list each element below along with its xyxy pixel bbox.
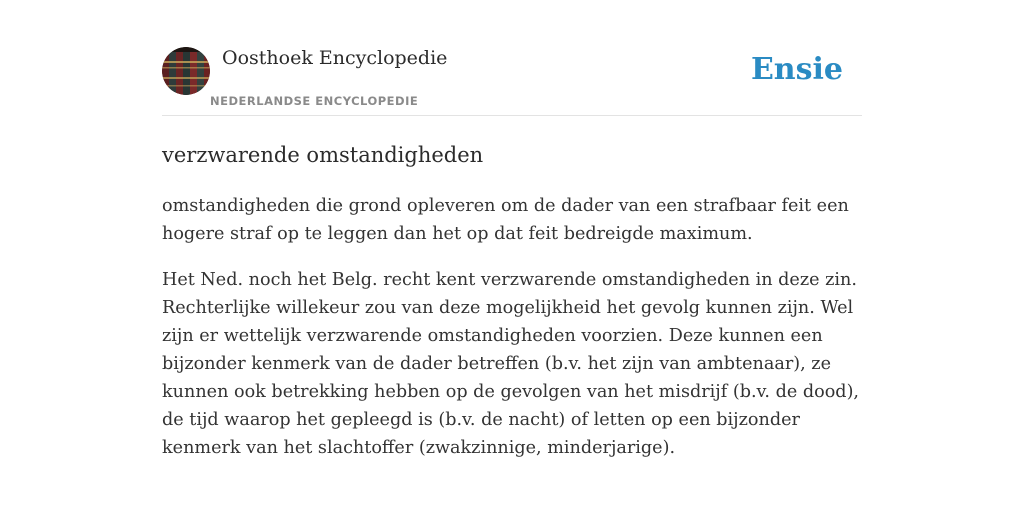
header-divider xyxy=(162,115,862,116)
books-icon xyxy=(162,47,210,95)
brand-logo[interactable]: Ensie xyxy=(750,52,843,87)
site-subtitle: NEDERLANDSE ENCYCLOPEDIE xyxy=(210,94,419,108)
article-paragraph: Het Ned. noch het Belg. recht kent verzwarende omstandigheden in deze zin. Rechterlijke willekeur zou van deze mogelijkheid het gevolg kunnen zijn. Wel zijn er wettelijk verzwarende omstandigheden voorzien. Deze kunnen een bijzonder kenmerk van de dader betreffen (b.v. het zijn van ambtenaar), ze kunnen ook betrekking hebben op de gevolgen van het misdrijf (b.v. de dood), de tijd waarop het gepleegd is (b.v. de nacht) of letten op een bijzonder kenmerk van het slachtoffer (zwakzinnige, minderjarige). xyxy=(162,270,860,458)
article-title: verzwarende omstandigheden xyxy=(162,143,484,167)
encyclopedia-books-avatar[interactable] xyxy=(162,47,210,95)
site-name[interactable]: Oosthoek Encyclopedie xyxy=(222,47,448,69)
site-header xyxy=(162,46,862,116)
article-body xyxy=(162,192,862,480)
article-paragraph: omstandigheden die grond opleveren om de dader van een strafbaar feit een hogere straf op te leggen dan het op dat feit bedreigde maximum. xyxy=(162,196,849,244)
